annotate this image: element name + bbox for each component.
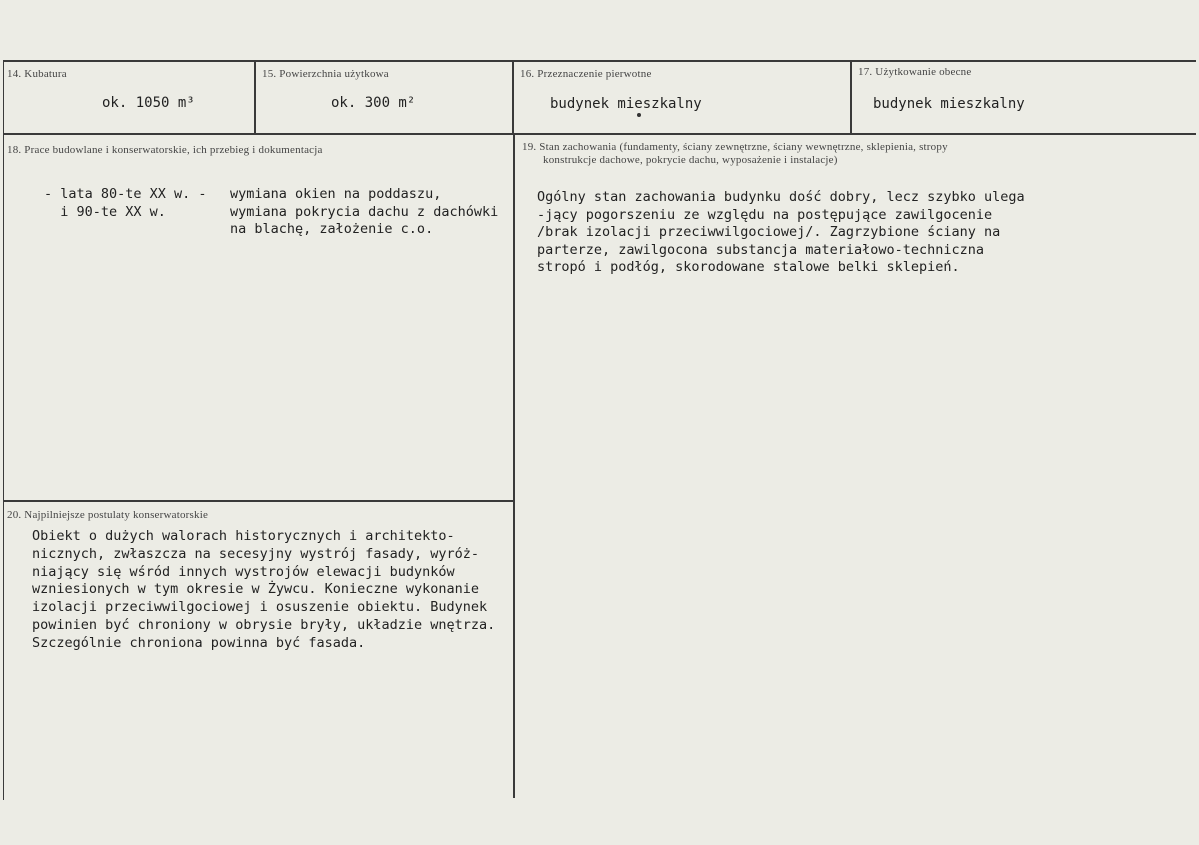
- postulaty-text: [32, 528, 495, 653]
- powierzchnia-value: ok. 300 m²: [331, 95, 416, 111]
- uzytkowanie-value: budynek mieszkalny: [873, 96, 1025, 112]
- postulaty-text-line: izolacji przeciwwilgociowej i osuszenie obiektu. Budynek: [32, 599, 488, 616]
- postulaty-text-line: Szczególnie chroniona powinna być fasada.: [32, 634, 366, 651]
- section-20-rule: [3, 500, 514, 502]
- prace-dates: [44, 186, 207, 221]
- prace-works: [230, 186, 498, 239]
- prace-work-line: wymiana okien na poddaszu,: [230, 186, 442, 202]
- top-rule: [3, 60, 1196, 62]
- kubatura-value: ok. 1050 m³: [102, 95, 195, 111]
- stan-text-line: stropó i podłóg, skorodowane stalowe belki sklepień.: [537, 259, 960, 275]
- stan-label-line: konstrukcje dachowe, pokrycie dachu, wyposażenie i instalacje): [543, 154, 838, 166]
- kubatura-label: 14. Kubatura: [7, 68, 67, 80]
- stan-zachowania-label: [522, 141, 948, 167]
- left-edge-rule: [3, 60, 4, 800]
- col-divider-3: [850, 60, 852, 134]
- stan-text-line: -jący pogorszeniu ze względu na postępujące zawilgocenie: [537, 206, 993, 223]
- col-divider-2: [512, 60, 514, 134]
- stan-text-line: parterze, zawilgocona substancja materiałowo-techniczna: [537, 241, 985, 258]
- powierzchnia-label: 15. Powierzchnia użytkowa: [262, 68, 389, 80]
- row1-bottom-rule: [3, 133, 1196, 135]
- uzytkowanie-label: 17. Użytkowanie obecne: [858, 66, 972, 78]
- stan-zachowania-text: [537, 189, 1025, 277]
- main-divider: [513, 133, 515, 798]
- postulaty-label: 20. Najpilniejsze postulaty konserwatorskie: [7, 509, 209, 521]
- postulaty-text-line: Obiekt o dużych walorach historycznych i architekto-: [32, 528, 455, 544]
- stan-label-line: 19. Stan zachowania (fundamenty, ściany zewnętrzne, ściany wewnętrzne, sklepienia, stropy: [522, 141, 948, 153]
- ink-speck: [637, 113, 641, 117]
- postulaty-text-line: powinien być chroniony w obrysie bryły, układzie wnętrza.: [32, 616, 496, 633]
- stan-text-line: /brak izolacji przeciwwilgociowej/. Zagrzybione ściany na: [537, 224, 1001, 240]
- col-divider-1: [254, 60, 256, 134]
- prace-date-line: - lata 80-te XX w. -: [44, 186, 207, 202]
- prace-work-line: wymiana pokrycia dachu z dachówki: [230, 203, 499, 220]
- prace-date-line: i 90-te XX w.: [44, 203, 166, 220]
- postulaty-text-line: niający się wśród innych wystrojów elewacji budynków: [32, 563, 455, 580]
- prace-work-line: na blachę, założenie c.o.: [230, 221, 434, 237]
- przeznaczenie-value: budynek mieszkalny: [550, 96, 702, 112]
- przeznaczenie-label: 16. Przeznaczenie pierwotne: [520, 68, 652, 80]
- stan-text-line: Ogólny stan zachowania budynku dość dobry, lecz szybko ulega: [537, 189, 1025, 205]
- postulaty-text-line: nicznych, zwłaszcza na secesyjny wystrój fasady, wyróż-: [32, 545, 480, 562]
- postulaty-text-line: wzniesionych w tym okresie w Żywcu. Konieczne wykonanie: [32, 581, 480, 598]
- prace-budowlane-label: 18. Prace budowlane i konserwatorskie, ich przebieg i dokumentacja: [7, 144, 323, 156]
